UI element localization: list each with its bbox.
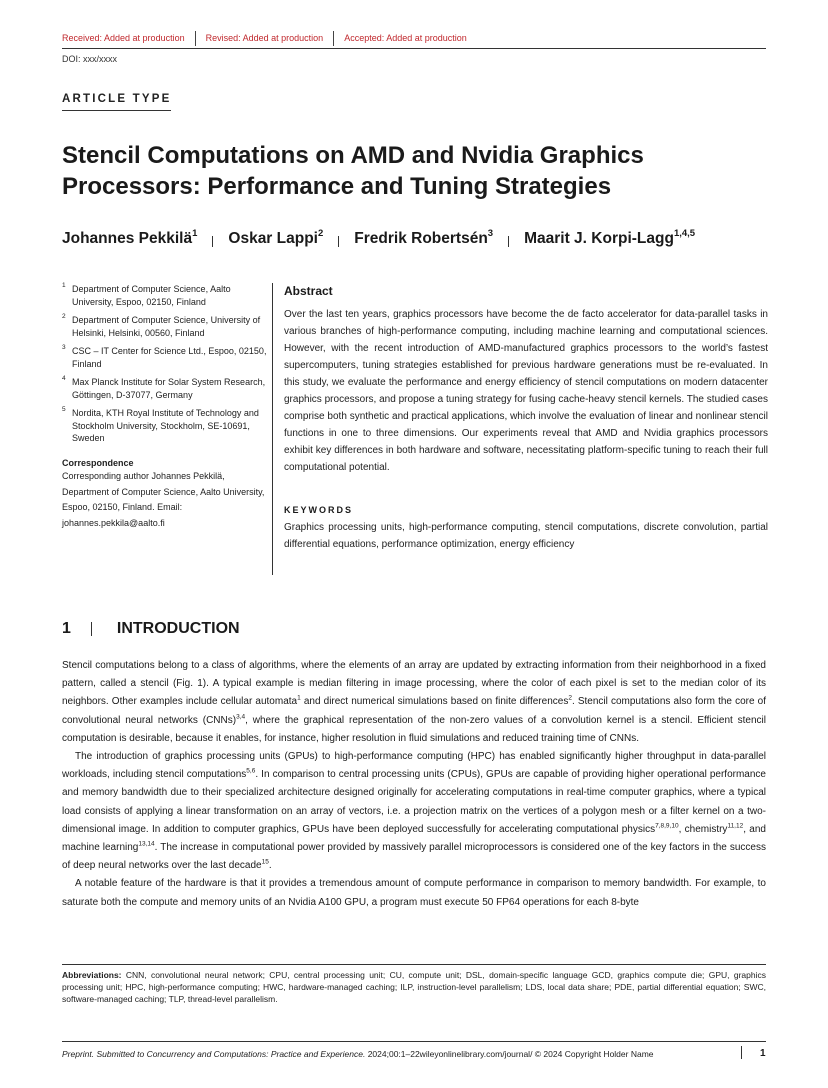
correspondence-heading: Correspondence bbox=[62, 457, 134, 468]
citation[interactable]: 15 bbox=[261, 858, 269, 866]
footer-rule bbox=[62, 1041, 766, 1042]
correspondence-text: Corresponding author Johannes Pekkilä, Department of Computer Science, Aalto University, Espoo, 02150, Finland. Email: johannes.pekkila@aalto.fi bbox=[62, 471, 265, 528]
section-heading bbox=[62, 620, 240, 638]
abstract-heading: Abstract bbox=[284, 284, 333, 298]
keywords-heading: KEYWORDS bbox=[284, 505, 354, 515]
citation[interactable]: 7,8,9,10 bbox=[655, 822, 679, 830]
abstract-text: Over the last ten years, graphics processors have become the de facto accelerator for data-parallel tasks in various branches of high-performance computing, including machine learning and computational sciences. However, with the recent introduction of AMD-manufactured graphics processors to the world’s fastest supercomputers, tuning strategies established for previous hardware generations must be re-evaluated. In this study, we evaluate the performance and energy efficiency of stencil computations on modern datacenter graphics processors, and propose a tuning strategy for fusing cache-heavy stencil kernels. The studied cases comprise both synthetic and practical applications, which involve the evaluation of linear and nonlinear stencil functions in one to three dimensions. Our experiments reveal that AMD and Nvidia graphics processors exhibit key differences in both hardware and software, necessitating platform-specific tuning to reach their full computational potential. bbox=[284, 309, 768, 473]
abbreviations bbox=[62, 970, 766, 1005]
accepted-date: Accepted: Added at production bbox=[344, 33, 467, 43]
paper-title: Stencil Computations on AMD and Nvidia Graphics Processors: Performance and Tuning Strategies bbox=[62, 142, 644, 200]
article-type: ARTICLE TYPE bbox=[62, 93, 172, 105]
column-divider bbox=[272, 283, 273, 575]
affiliation: 3 CSC – IT Center for Science Ltd., Espoo, 02150, Finland bbox=[62, 344, 267, 369]
section-divider bbox=[91, 622, 92, 636]
doi: DOI: xxx/xxxx bbox=[62, 54, 118, 64]
header-rule bbox=[62, 48, 766, 49]
author-divider bbox=[338, 236, 339, 247]
author-divider bbox=[508, 236, 509, 247]
received-date: Received: Added at production bbox=[62, 33, 185, 43]
citation[interactable]: 3,4 bbox=[236, 713, 246, 721]
abbreviations-label: Abbreviations: bbox=[62, 970, 122, 980]
author: Maarit J. Korpi-Lagg$^{1,4,5}$ bbox=[524, 228, 696, 248]
affiliation: 5 Nordita, KTH Royal Institute of Technology and Stockholm University, Stockholm, SE-10691, Sweden bbox=[62, 406, 259, 443]
author-divider bbox=[212, 236, 213, 247]
citation[interactable]: 2 bbox=[568, 695, 572, 703]
page-number: 1 bbox=[760, 1048, 766, 1059]
article-type-underline bbox=[62, 110, 171, 111]
body-paragraph: A notable feature of the hardware is that it provides a tremendous amount of compute performance in comparison to memory bandwidth. For example, to saturate both the compute and memory units of an Nvidia A100 GPU, a program must execute 50 FP64 operations for each 8-byte bbox=[62, 878, 766, 908]
footer-copyright: 2024;00:1–22wileyonlinelibrary.com/journal/ © 2024 Copyright Holder Name bbox=[365, 1049, 654, 1059]
author: Fredrik Robertsén$^3$ bbox=[354, 228, 494, 248]
section-title: INTRODUCTION bbox=[116, 620, 240, 637]
body-paragraph: The introduction of graphics processing units (GPUs) to high-performance computing (HPC) has enabled significantly higher throughput in data-parallel workloads, including stencil computations$^{5,6}$. In comparison to central processing units (CPUs), GPUs are capable of providing higher operational performance and memory bandwidth due to their specialized architecture designed originally for accelerating computations in real-time computer graphics, where a typical load consists of applying a linear transformation on an array of vectors, i.e. a projection matrix on the vertices of a polygon mesh or a filter kernel on a two-dimensional image. In addition to computer graphics, GPUs have been deployed successfully for accelerating computational physics$^{7,8,9,10}$, chemistry$^{11,12}$, and machine learning$^{13,14}$. The increase in computational power provided by massively parallel microprocessors is considered one of the key factors in the success of deep neural networks over the last decade$^{15}$. bbox=[62, 751, 766, 872]
page-number-divider bbox=[741, 1046, 742, 1059]
citation[interactable]: 11,12 bbox=[727, 822, 744, 830]
affiliations bbox=[62, 283, 267, 531]
citation[interactable]: 13,14 bbox=[138, 840, 155, 848]
history-divider bbox=[333, 31, 334, 46]
body-paragraph: Stencil computations belong to a class of algorithms, where the elements of an array are updated by extracting information from their neighborhood in a fixed pattern, called a stencil (Fig. 1). A typical example is median filtering in image processing, where the color of each pixel is set to the median color of its neighbors. Other examples include cellular automata$^1$ and direct numerical simulations based on finite differences$^2$. Stencil computations also form the core of convolutional neural networks (CNNs)$^{3,4}$, where the graphical representation of the non-zero values of a convolution kernel is a stencil. Efficient stencil computation is desirable, because it enables, for instance, higher resolution in fluid simulations and reduced training time of CNNs. bbox=[62, 660, 767, 744]
section-number: 1 bbox=[62, 620, 71, 637]
revised-date: Revised: Added at production bbox=[205, 33, 324, 43]
affiliation: 4 Max Planck Institute for Solar System Research, Göttingen, D-37077, Germany bbox=[62, 375, 266, 400]
affiliation: 1 Department of Computer Science, Aalto University, Espoo, 02150, Finland bbox=[62, 282, 231, 307]
author: Oskar Lappi$^2$ bbox=[228, 228, 324, 248]
history-divider bbox=[195, 31, 196, 46]
publication-history bbox=[62, 33, 477, 46]
author-list bbox=[62, 229, 695, 248]
footer-citation bbox=[62, 1049, 654, 1059]
body-text bbox=[62, 657, 766, 912]
footer-journal: Preprint. Submitted to Concurrency and Computations: Practice and Experience. bbox=[62, 1049, 366, 1059]
author: Johannes Pekkilä$^1$ bbox=[62, 228, 198, 248]
abbreviations-text: CNN, convolutional neural network; CPU, central processing unit; CU, compute unit; DSL, domain-specific language GCD, graphics compute die; GPU, graphics processing unit; HPC, high-performance computing; HWC, hardware-managed caching; ILP, instruction-level parallelism; LDS, local data share; PDE, partial differential equation; SWC, software-managed caching; TLP, thread-level parallelism. bbox=[62, 970, 766, 1004]
keywords-text: Graphics processing units, high-performance computing, stencil computations, discrete convolution, partial differential equations, performance optimization, energy efficiency bbox=[284, 522, 768, 550]
affiliation: 2 Department of Computer Science, University of Helsinki, Helsinki, 00560, Finland bbox=[62, 313, 261, 338]
footnote-rule bbox=[62, 964, 766, 965]
citation[interactable]: 1 bbox=[297, 695, 301, 703]
citation[interactable]: 5,6 bbox=[246, 767, 256, 775]
